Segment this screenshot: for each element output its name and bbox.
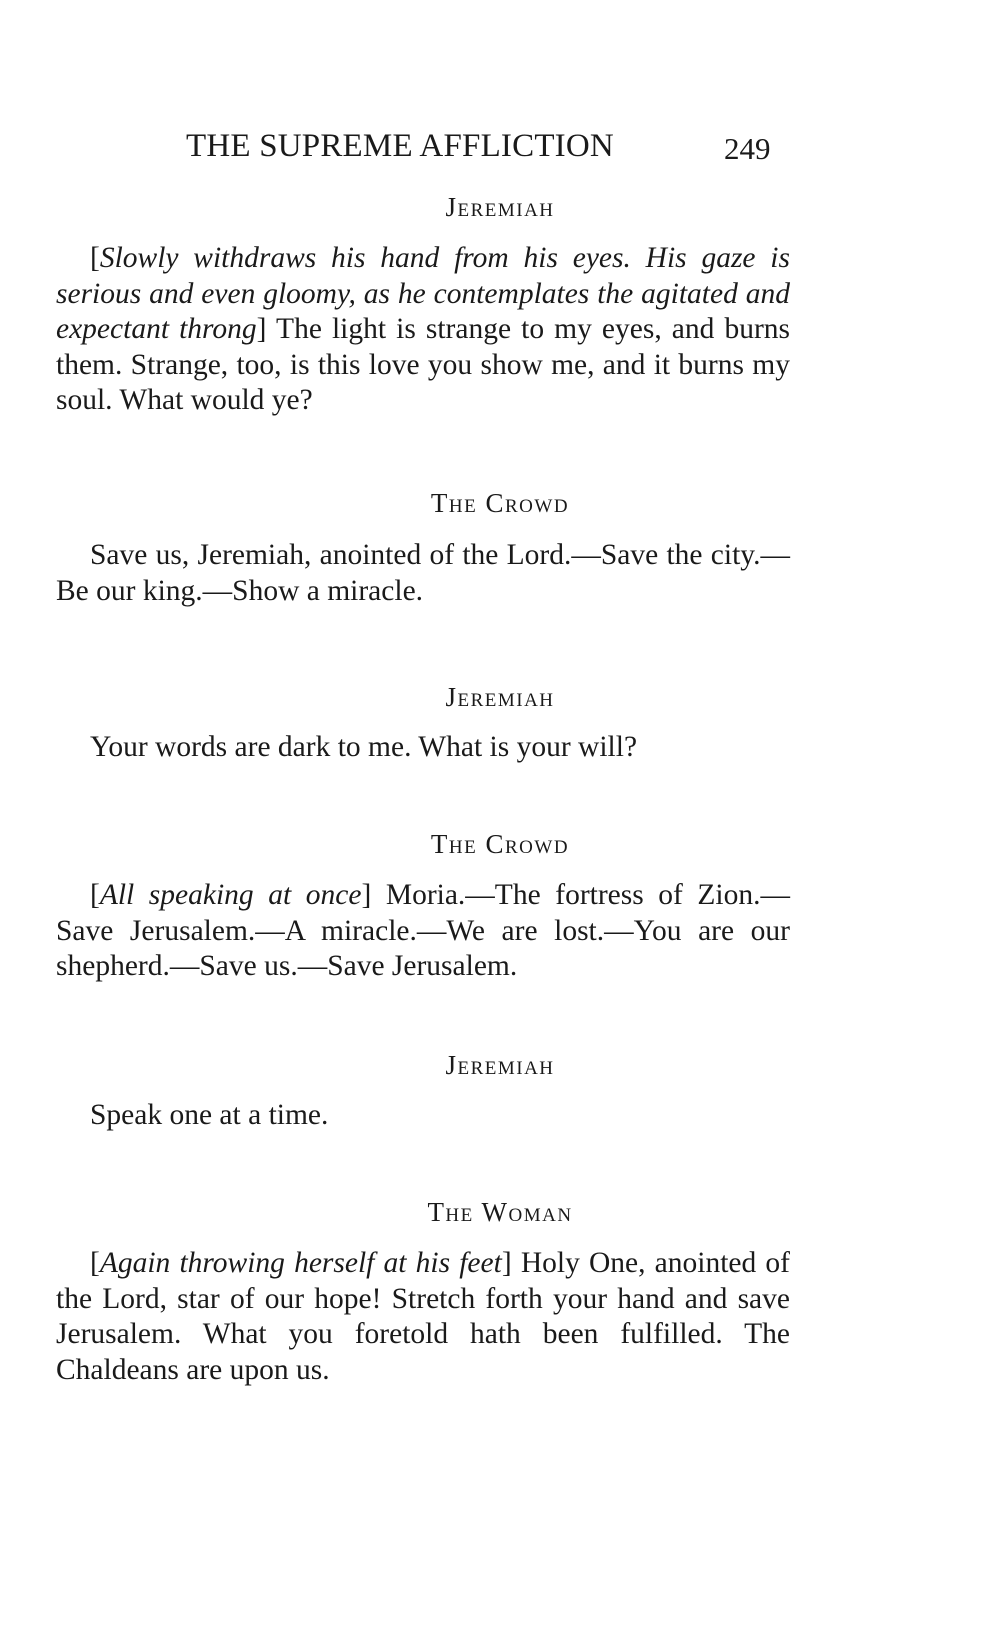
speech-text: Save us, Jeremiah, anointed of the Lord.—Save the city.—Be our king.—Show a miracle. <box>56 539 790 607</box>
speech <box>56 730 790 766</box>
speaker-name: The Woman <box>427 1197 573 1227</box>
speech-paragraph: [Again throwing herself at his feet] Holy One, anointed of the Lord, star of our hope! Stretch forth your hand and save Jerusalem. What you foretold hath been fulfilled. The Chaldeans are upon us. <box>56 1247 790 1386</box>
speech-text: Holy One, anointed of the Lord, star of our hope! Stretch forth your hand and save Jerusalem. What you foretold hath been fulfilled. The Chaldeans are upon us. <box>56 1247 790 1386</box>
speaker-name: The Crowd <box>430 488 570 518</box>
speech-paragraph: [All speaking at once] Moria.—The fortress of Zion.—Save Jerusalem.—A miracle.—We are lost.—You are our shepherd.—Save us.—Save Jerusalem. <box>56 879 791 983</box>
speaker-name: The Crowd <box>430 829 570 859</box>
speech <box>56 241 790 419</box>
running-title: THE SUPREME AFFLICTION <box>186 128 614 164</box>
speech-paragraph: [Slowly withdraws his hand from his eyes. His gaze is serious and even gloomy, as he contemplates the agitated and expectant throng] The light is strange to my eyes, and burns them. Strange, too, is this love you show me, and it burns my soul. What would ye? <box>56 242 790 417</box>
speech-paragraph <box>56 1098 790 1134</box>
speaker-name: Jeremiah <box>445 192 555 222</box>
stage-direction: Slowly withdraws his hand from his eyes. His gaze is serious and even gloomy, as he contemplates the agitated and expectant throng <box>56 242 790 346</box>
speech-text: The light is strange to my eyes, and burns them. Strange, too, is this love you show me, and it burns my soul. What would ye? <box>56 313 790 417</box>
speech-text: Your words are dark to me. What is your will? <box>90 731 638 763</box>
speech <box>56 1098 790 1134</box>
speech <box>56 538 790 609</box>
stage-direction: All speaking at once <box>99 879 362 911</box>
speech-text: Moria.—The fortress of Zion.—Save Jerusalem.—A miracle.—We are lost.—You are our shepherd.—Save us.—Save Jerusalem. <box>56 879 791 983</box>
speech <box>56 878 790 985</box>
stage-direction: Again throwing herself at his feet <box>99 1247 502 1279</box>
speaker-name: Jeremiah <box>445 682 555 712</box>
speech-paragraph <box>56 538 790 609</box>
speech <box>56 1246 790 1388</box>
speech-text: Speak one at a time. <box>90 1099 329 1131</box>
speech-paragraph <box>56 730 790 766</box>
page-number: 249 <box>724 131 771 166</box>
speaker-name: Jeremiah <box>445 1050 555 1080</box>
